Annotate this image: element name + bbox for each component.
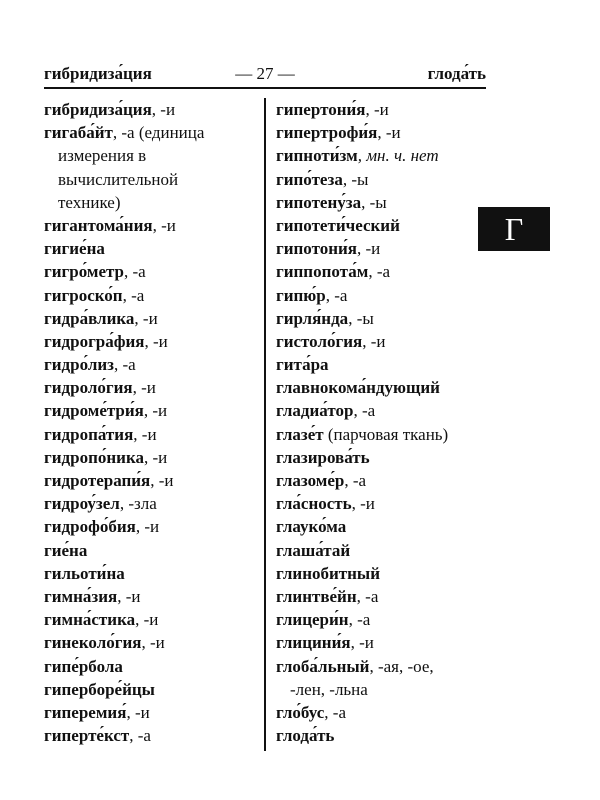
entry-headword: гиперте́кст: [44, 726, 130, 746]
entry-headword: глауко́ма: [276, 517, 347, 537]
entry-grammar: , -а: [122, 285, 145, 305]
left-column: [44, 98, 259, 747]
dictionary-entry: [276, 307, 476, 330]
dictionary-entry: [276, 191, 476, 214]
dictionary-entry: [276, 539, 476, 562]
entry-headword: гиперемия́: [44, 702, 127, 722]
entry-headword: глицери́н: [276, 610, 349, 630]
entry-headword: гимна́зия: [44, 586, 118, 606]
header-rule: [44, 87, 486, 89]
dictionary-entry: [276, 121, 476, 144]
entry-grammar: , -и: [135, 517, 160, 537]
entry-headword: глинтве́йн: [276, 586, 357, 606]
entry-grammar: (парчовая ткань): [323, 424, 449, 444]
entry-headword: глазирова́ть: [276, 447, 370, 467]
entry-headword: гипотони́я: [276, 239, 357, 259]
dictionary-entry: [44, 515, 259, 538]
entry-grammar: , -а: [353, 401, 376, 421]
entry-grammar: , -и: [351, 494, 375, 514]
entry-grammar: , -и: [365, 100, 389, 119]
entry-grammar: , -и: [377, 123, 401, 143]
dictionary-entry: [44, 724, 259, 747]
dictionary-entry: [276, 469, 476, 492]
entry-grammar: , -и: [144, 447, 168, 467]
entry-headword: глинобитный: [276, 563, 380, 583]
dictionary-entry: [276, 608, 476, 631]
entry-headword: гидротерапи́я: [44, 471, 151, 490]
column-divider: [264, 98, 266, 751]
dictionary-entry: [44, 237, 259, 260]
entry-headword: глазе́т: [276, 424, 324, 444]
entry-headword: гипе́рбола: [44, 656, 123, 676]
dictionary-entry: [44, 353, 259, 376]
entry-headword: гипю́р: [276, 285, 326, 305]
entry-grammar: , -ы: [361, 192, 387, 212]
dictionary-entry: [276, 724, 476, 747]
entry-grammar: , -а: [348, 610, 371, 630]
entry-grammar: , -а: [124, 262, 146, 282]
entry-grammar: , -а: [129, 726, 151, 746]
dictionary-entry: [44, 678, 259, 701]
dictionary-entry: [44, 492, 259, 515]
dictionary-entry: [44, 121, 259, 144]
dictionary-entry: [276, 701, 476, 724]
entry-headword: гидроу́зел: [44, 494, 120, 514]
dictionary-entry: [276, 98, 476, 121]
dictionary-entry: [276, 562, 476, 585]
entry-grammar: , -и: [143, 401, 168, 421]
dictionary-entry: [276, 515, 476, 538]
entry-headword: гипо́теза: [276, 169, 343, 189]
entry-headword: гигантома́ния: [44, 215, 153, 235]
header-last-word: глода́ть: [427, 64, 486, 83]
dictionary-entry: [44, 260, 259, 283]
dictionary-entry-continuation: [44, 191, 259, 214]
entry-grammar: , -и: [134, 308, 158, 328]
entry-grammar: , -а: [325, 285, 348, 305]
entry-grammar: , -и: [117, 586, 141, 606]
entry-headword: гидро́лиз: [44, 355, 115, 375]
dictionary-entry: [276, 399, 476, 422]
entry-grammar: , -и: [133, 424, 157, 444]
entry-grammar: , -и: [152, 215, 176, 235]
dictionary-entry: [44, 608, 259, 631]
entry-headword: глицини́я: [276, 633, 351, 653]
entry-headword: гигро́метр: [44, 262, 125, 282]
entry-headword: гильоти́на: [44, 563, 125, 583]
right-column: [276, 98, 476, 747]
dictionary-entry-continuation: [276, 678, 476, 701]
entry-grammar: , -ая, -ое,: [369, 656, 434, 676]
dictionary-entry: [276, 144, 476, 167]
dictionary-entry: [44, 469, 259, 492]
entry-headword: глазоме́р: [276, 471, 345, 490]
entry-grammar: , -и: [126, 702, 150, 722]
entry-grammar: , -и: [141, 633, 165, 653]
entry-grammar: , -и: [151, 100, 176, 119]
entry-headword: гидропо́ника: [44, 447, 144, 467]
entry-grammar: , -и: [150, 471, 174, 490]
dictionary-entry: [44, 701, 259, 724]
dictionary-entry: [276, 330, 476, 353]
entry-headword: глаша́тай: [276, 540, 351, 560]
dictionary-entry: [44, 562, 259, 585]
dictionary-entry: [276, 376, 476, 399]
entry-headword: гие́на: [44, 540, 88, 560]
entry-headword: гипотену́за: [276, 192, 362, 212]
dictionary-entry: [44, 423, 259, 446]
dictionary-entry: [276, 655, 476, 678]
entry-grammar: , -и: [362, 331, 386, 351]
entry-grammar: , -а: [368, 262, 391, 282]
entry-headword: гидропа́тия: [44, 424, 134, 444]
entry-grammar: , -и: [132, 378, 156, 398]
dictionary-entry: [44, 446, 259, 469]
entry-grammar: , -ы: [342, 169, 369, 189]
running-header: [44, 60, 486, 86]
entry-headword: гистоло́гия: [276, 331, 363, 351]
entry-headword: гиппопота́м: [276, 262, 369, 282]
dictionary-entry: [276, 168, 476, 191]
entry-headword: гладиа́тор: [276, 401, 354, 421]
dictionary-entry-continuation: [44, 144, 259, 167]
entry-grammar: , -и: [144, 331, 168, 351]
entry-headword: гимна́стика: [44, 610, 136, 630]
entry-grammar: , -и: [357, 239, 381, 259]
dictionary-entry: [44, 655, 259, 678]
entry-headword: глода́ть: [276, 726, 335, 746]
entry-headword: гло́бус: [276, 702, 325, 722]
dictionary-entry: [44, 214, 259, 237]
dictionary-entry: [44, 376, 259, 399]
entry-headword: гидра́влика: [44, 308, 135, 328]
entry-grammar: , -и: [135, 610, 159, 630]
entry-headword: гита́ра: [276, 355, 329, 375]
entry-headword: гипертрофи́я: [276, 123, 378, 143]
dictionary-entry: [44, 399, 259, 422]
dictionary-entry: [276, 446, 476, 469]
dictionary-entry: [44, 98, 259, 121]
dictionary-entry: [276, 214, 476, 237]
entry-headword: главнокома́ндующий: [276, 378, 440, 398]
dictionary-entry: [276, 423, 476, 446]
page-number: — 27 —: [235, 64, 295, 83]
entry-grammar: вычислительной: [58, 169, 179, 189]
entry-grammar: , -а: [356, 586, 379, 606]
entry-headword: гигие́на: [44, 239, 105, 259]
entry-headword: гирля́нда: [276, 308, 349, 328]
dictionary-entry: [44, 585, 259, 608]
entry-grammar: , -зла: [119, 494, 157, 514]
entry-grammar: , -а (единица: [112, 123, 205, 143]
entry-headword: глоба́льный: [276, 656, 370, 676]
dictionary-entry: [276, 260, 476, 283]
entry-headword: гидроло́гия: [44, 378, 133, 398]
entry-headword: гидроме́три́я: [44, 401, 144, 421]
header-first-word: гибридиза́ция: [44, 64, 152, 83]
dictionary-entry: [276, 492, 476, 515]
entry-headword: гинеколо́гия: [44, 633, 142, 653]
entry-headword: гигроско́п: [44, 285, 123, 305]
entry-headword: гипертони́я: [276, 100, 366, 119]
entry-headword: гипноти́зм: [276, 146, 358, 166]
entry-grammar: измерения в: [58, 146, 147, 166]
entry-grammar: -лен, -льна: [290, 679, 368, 699]
section-letter-tab: Г: [478, 207, 550, 251]
dictionary-entry: [276, 353, 476, 376]
entry-grammar: , -а: [344, 471, 367, 490]
dictionary-entry: [276, 585, 476, 608]
entry-headword: гла́сность: [276, 494, 352, 514]
entry-grammar: , -ы: [348, 308, 374, 328]
entry-grammar: , -а: [114, 355, 136, 375]
entry-headword: гигаба́йт: [44, 123, 113, 143]
dictionary-entry: [276, 237, 476, 260]
dictionary-entry: [44, 539, 259, 562]
entry-headword: гибридиза́ция: [44, 100, 152, 119]
dictionary-entry: [276, 284, 476, 307]
entry-headword: гидрогра́фия: [44, 331, 145, 351]
dictionary-entry: [276, 631, 476, 654]
entry-headword: гиперборе́йцы: [44, 679, 155, 699]
entry-grammar: , -а: [324, 702, 346, 722]
dictionary-entry: [44, 307, 259, 330]
entry-grammar: , -и: [350, 633, 374, 653]
dictionary-entry-continuation: [44, 168, 259, 191]
entry-headword: гидрофо́бия: [44, 517, 136, 537]
entry-usage-note: , мн. ч. нет: [357, 146, 439, 166]
dictionary-entry: [44, 330, 259, 353]
entry-grammar: технике): [58, 192, 121, 212]
dictionary-entry: [44, 631, 259, 654]
dictionary-entry: [44, 284, 259, 307]
entry-headword: гипотети́ческий: [276, 215, 400, 235]
